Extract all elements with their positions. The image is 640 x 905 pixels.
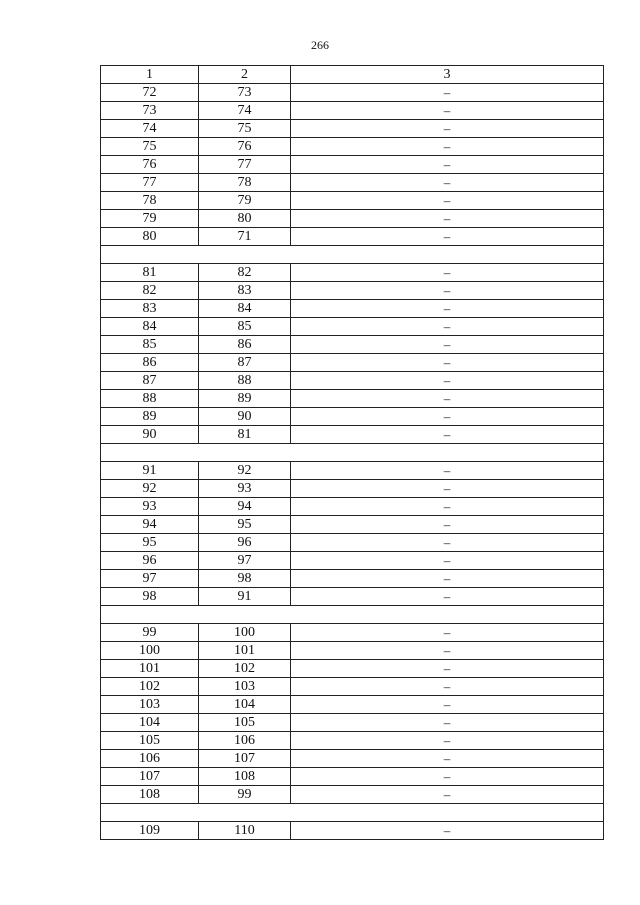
table-cell-col3: – [443,463,451,478]
table-row [100,642,604,660]
table-row [100,462,604,480]
table-row [100,822,604,840]
table-cell-col1: 109 [101,822,199,839]
table-header-row [100,66,604,84]
table-row [100,408,604,426]
table-row [100,264,604,282]
table-cell-col1: 99 [101,624,199,641]
table-cell-col3: – [443,211,451,226]
table-cell-col1: 91 [101,462,199,479]
group-separator-row [100,444,604,462]
table-cell-col1: 96 [101,552,199,569]
table-row [100,354,604,372]
table-row [100,336,604,354]
table-cell-col1: 77 [101,174,199,191]
table-cell-col1: 100 [101,642,199,659]
table-row [100,624,604,642]
table-cell-col2: 102 [199,660,291,677]
table-row [100,192,604,210]
table-cell-col1: 103 [101,696,199,713]
table-cell-col3: – [443,373,451,388]
table-cell-col1: 93 [101,498,199,515]
table-cell-col3: – [443,409,451,424]
group-separator-row [100,606,604,624]
table-cell-col1: 102 [101,678,199,695]
table-cell-col2: 80 [199,210,291,227]
table-cell-col2: 81 [199,426,291,443]
table-cell-col2: 77 [199,156,291,173]
table-cell-col1: 83 [101,300,199,317]
table-row [100,174,604,192]
header-cell-2: 2 [199,66,291,83]
table-cell-col2: 96 [199,534,291,551]
table-row [100,750,604,768]
table-cell-col3: – [443,391,451,406]
table-cell-col3: – [443,751,451,766]
table-cell-col3: – [443,571,451,586]
table-cell-col2: 83 [199,282,291,299]
table-cell-col3: – [443,697,451,712]
table-cell-col1: 105 [101,732,199,749]
table-cell-col2: 107 [199,750,291,767]
table-cell-col1: 86 [101,354,199,371]
table-cell-col2: 87 [199,354,291,371]
table-cell-col1: 89 [101,408,199,425]
table-cell-col2: 86 [199,336,291,353]
table-cell-col3: – [443,283,451,298]
table-row [100,588,604,606]
table-cell-col2: 106 [199,732,291,749]
table-cell-col3: – [443,427,451,442]
table-cell-col2: 99 [199,786,291,803]
table-cell-col3: – [443,625,451,640]
table-cell-col3: – [443,139,451,154]
table-cell-col1: 106 [101,750,199,767]
table-cell-col1: 76 [101,156,199,173]
group-separator-row [100,246,604,264]
table-cell-col1: 94 [101,516,199,533]
table-cell-col2: 71 [199,228,291,245]
table-cell-col1: 81 [101,264,199,281]
table-cell-col1: 97 [101,570,199,587]
table-row [100,534,604,552]
table-cell-col3: – [443,769,451,784]
table-row [100,480,604,498]
table-cell-col3: – [443,823,451,838]
table-row [100,570,604,588]
table-row [100,84,604,102]
table-cell-col3: – [443,787,451,802]
table-cell-col1: 75 [101,138,199,155]
table-cell-col2: 97 [199,552,291,569]
table-cell-col2: 94 [199,498,291,515]
table-row [100,156,604,174]
table-cell-col2: 90 [199,408,291,425]
table-row [100,318,604,336]
table-cell-col3: – [443,733,451,748]
table-cell-col1: 101 [101,660,199,677]
table-cell-col1: 78 [101,192,199,209]
table-cell-col2: 88 [199,372,291,389]
table-row [100,552,604,570]
table-cell-col2: 103 [199,678,291,695]
table-cell-col2: 108 [199,768,291,785]
table-row [100,372,604,390]
header-cell-3: 3 [443,66,451,82]
table-cell-col3: – [443,193,451,208]
table-row [100,426,604,444]
table-cell-col2: 82 [199,264,291,281]
table-cell-col2: 76 [199,138,291,155]
table-cell-col2: 100 [199,624,291,641]
table-cell-col1: 85 [101,336,199,353]
table-row [100,660,604,678]
table-cell-col1: 87 [101,372,199,389]
table-cell-col3: – [443,715,451,730]
table-cell-col3: – [443,679,451,694]
table-cell-col2: 101 [199,642,291,659]
table-cell-col3: – [443,355,451,370]
table-cell-col2: 110 [199,822,291,839]
table-row [100,678,604,696]
table-cell-col2: 98 [199,570,291,587]
table-cell-col1: 98 [101,588,199,605]
table-row [100,228,604,246]
table-cell-col3: – [443,265,451,280]
table-cell-col3: – [443,589,451,604]
table-row [100,300,604,318]
table-cell-col3: – [443,175,451,190]
table-cell-col3: – [443,229,451,244]
table-cell-col2: 78 [199,174,291,191]
table-row [100,768,604,786]
table-cell-col3: – [443,517,451,532]
table-cell-col1: 92 [101,480,199,497]
table-cell-col1: 74 [101,120,199,137]
data-table [100,65,604,840]
table-row [100,786,604,804]
table-cell-col3: – [443,499,451,514]
table-cell-col2: 95 [199,516,291,533]
table-cell-col2: 105 [199,714,291,731]
table-cell-col2: 104 [199,696,291,713]
table-cell-col1: 107 [101,768,199,785]
table-cell-col3: – [443,337,451,352]
group-separator-row [100,804,604,822]
table-cell-col3: – [443,481,451,496]
table-row [100,732,604,750]
table-cell-col2: 75 [199,120,291,137]
table-cell-col2: 73 [199,84,291,101]
table-row [100,102,604,120]
table-row [100,210,604,228]
table-cell-col1: 72 [101,84,199,101]
table-row [100,282,604,300]
table-cell-col2: 92 [199,462,291,479]
table-cell-col3: – [443,319,451,334]
table-cell-col3: – [443,661,451,676]
table-cell-col3: – [443,121,451,136]
table-row [100,390,604,408]
table-row [100,516,604,534]
table-cell-col3: – [443,157,451,172]
table-cell-col1: 82 [101,282,199,299]
table-cell-col1: 95 [101,534,199,551]
table-cell-col2: 84 [199,300,291,317]
table-cell-col3: – [443,103,451,118]
table-cell-col2: 93 [199,480,291,497]
table-cell-col2: 85 [199,318,291,335]
table-row [100,714,604,732]
table-cell-col1: 73 [101,102,199,119]
table-cell-col1: 108 [101,786,199,803]
table-cell-col2: 91 [199,588,291,605]
table-cell-col1: 90 [101,426,199,443]
table-cell-col3: – [443,643,451,658]
table-cell-col3: – [443,535,451,550]
page-number: 266 [311,38,329,52]
table-cell-col1: 104 [101,714,199,731]
table-cell-col1: 80 [101,228,199,245]
table-row [100,498,604,516]
table-cell-col1: 79 [101,210,199,227]
table-cell-col2: 74 [199,102,291,119]
table-cell-col3: – [443,553,451,568]
table-cell-col3: – [443,85,451,100]
table-row [100,120,604,138]
table-cell-col2: 79 [199,192,291,209]
header-cell-1: 1 [101,66,199,83]
table-cell-col1: 84 [101,318,199,335]
table-row [100,696,604,714]
table-cell-col3: – [443,301,451,316]
table-cell-col1: 88 [101,390,199,407]
table-row [100,138,604,156]
table-cell-col2: 89 [199,390,291,407]
